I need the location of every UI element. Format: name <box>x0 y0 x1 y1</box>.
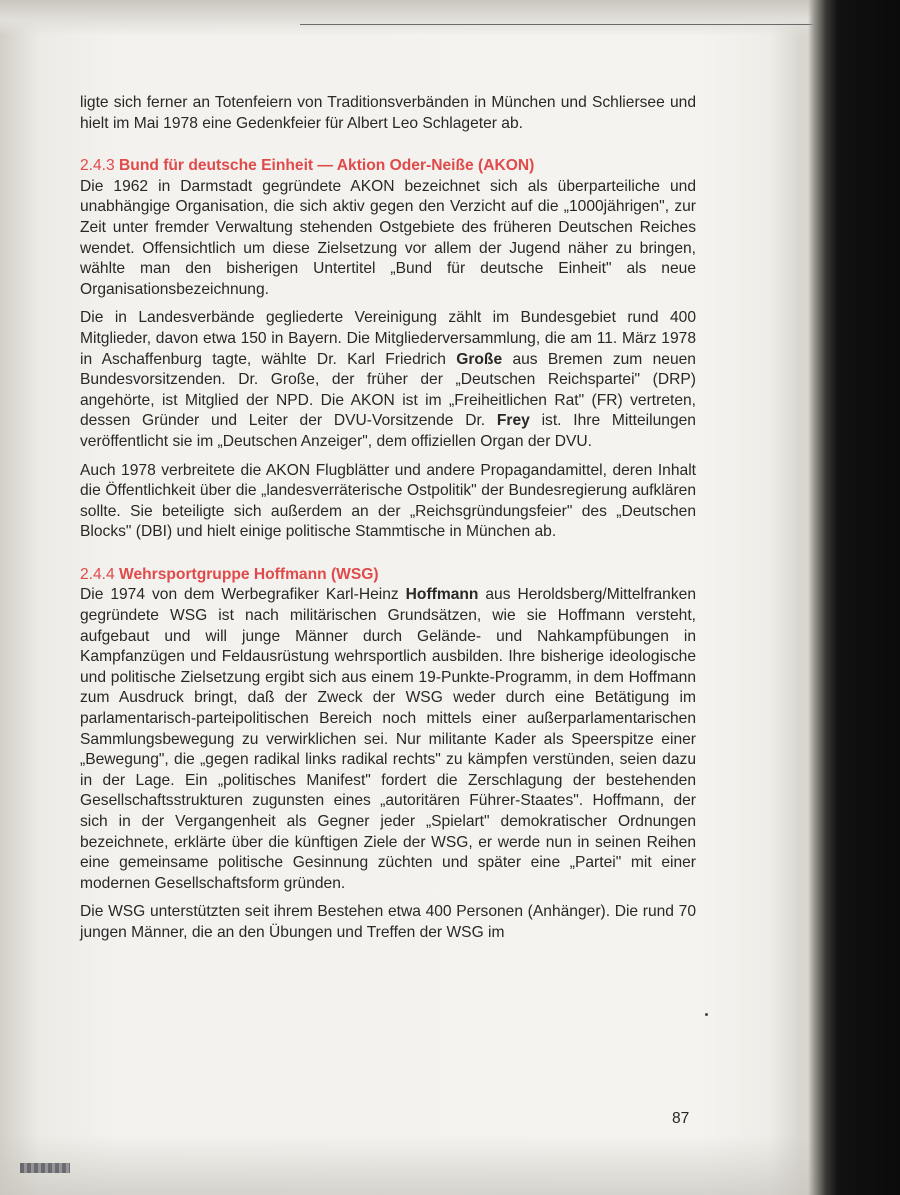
section-title: Bund für deutsche Einheit — Aktion Oder-Neiße (AKON) <box>119 157 535 175</box>
text-span: Die in Landesverbände gegliederte Vereinigung zählt im Bundesgebiet rund 400 Mitglieder, davon etwa 150 in Bayern. Die Mitgliederversammlung, die am 11. März 1978 in Aschaffenburg tagte, wählte Dr. Karl Friedrich <box>80 309 696 368</box>
scan-corner-mark <box>20 1163 70 1173</box>
bold-name: Große <box>456 350 503 368</box>
section-number: 2.4.4 <box>80 565 115 583</box>
wsg-paragraph-1 <box>80 585 696 894</box>
page-bottom-shadow <box>0 1135 900 1195</box>
akon-paragraph-2 <box>80 308 696 452</box>
text-span: aus Bremen zum neuen Bundesvorsitzenden. Dr. Große, der früher der „Deutschen Reichspartei" (DRP) angehörte, ist Mitglied der NPD. Die AKON ist im „Freiheitlichen Rat" (FR) vertreten, dessen Gründer und Leiter der DVU-Vorsitzende Dr. <box>80 350 696 430</box>
akon-paragraph-1: Die 1962 in Darmstadt gegründete AKON bezeichnet sich als überparteiliche und unabhängige Organisation, die sich aktiv gegen den Verzicht auf die „1000jährigen", zur Zeit unter fremder Verwaltung stehenden Ostgebiete des früheren Deutschen Reiches wendet. Offensichtlich um diese Zielsetzung vor allem der Jugend näher zu bringen, wählte man den bisherigen Untertitel „Bund für deutsche Einheit" als neue Organisationsbezeichnung. <box>80 177 696 298</box>
page-top-rule <box>300 24 820 25</box>
text-span: Die 1974 von dem Werbegrafiker Karl-Heinz <box>80 586 406 604</box>
bold-name: Hoffmann <box>405 586 479 604</box>
book-spine-shadow <box>808 0 900 1195</box>
section-number: 2.4.3 <box>80 157 115 175</box>
section-heading-akon <box>80 156 696 177</box>
section-heading-wsg <box>80 565 696 586</box>
bold-name: Frey <box>496 412 530 430</box>
akon-paragraph-3: Auch 1978 verbreitete die AKON Flugblätter und andere Propagandamittel, deren Inhalt die Öffentlichkeit über die „landesverräterische Ostpolitik" der Bundesregierung aufklären sollte. Sie beteiligte sich außerdem an der „Reichsgründungsfeier" des „Deutschen Blocks" (DBI) und hielt einige politische Stammtische in München ab. <box>80 461 696 541</box>
page-top-shadow <box>0 0 900 36</box>
wsg-paragraph-2: Die WSG unterstützten seit ihrem Bestehen etwa 400 Personen (Anhänger). Die rund 70 jungen Männer, die an den Übungen und Treffen der WSG im <box>80 903 696 941</box>
section-title: Wehrsportgruppe Hoffmann (WSG) <box>119 565 379 583</box>
page-number: 87 <box>672 1110 690 1127</box>
text-span: ist. Ihre Mitteilungen veröffentlicht sie im „Deutschen Anzeiger", dem offiziellen Organ der DVU. <box>80 412 696 450</box>
document-body <box>80 93 696 952</box>
stray-mark <box>705 1013 708 1016</box>
intro-paragraph: ligte sich ferner an Totenfeiern von Traditionsverbänden in München und Schliersee und hielt im Mai 1978 eine Gedenkfeier für Albert Leo Schlageter ab. <box>80 94 696 132</box>
text-span: aus Heroldsberg/Mittelfranken gegründete WSG ist nach militärischen Grundsätzen, wie sie Hoffmann versteht, aufgebaut und will junge Männer durch Gelände- und Nahkampfübungen in Kampfanzügen und Feldausrüstung wehrsportlich ausbilden. Ihre bisherige ideologische und politische Zielsetzung ergibt sich aus einem 19-Punkte-Programm, in dem Hoffmann zum Ausdruck bringt, daß der Zweck der WSG weder durch eine Betätigung im parlamentarisch-parteipolitischen Bereich noch mittels einer außerparlamentarischen Sammlungsbewegung zu verwirklichen sei. Nur militante Kader als Speerspitze einer „Bewegung", die „gegen radikal links radikal rechts" zu kämpfen verstünden, seien dazu in der Lage. Ein „politisches Manifest" fordert die Zerschlagung der bestehenden Gesellschaftsstrukturen zugunsten eines „autoritären Führer-Staates". Hoffmann, der sich in der Vergangenheit als Gegner jeder „Spielart" demokratischer Ordnungen bezeichnete, erklärte über die künftigen Ziele der WSG, er werde nun in seinen Reihen eine gemeinsame politische Gesinnung züchten und später eine „Partei" mit einer modernen Gesellschaftsform gründen. <box>80 586 696 892</box>
